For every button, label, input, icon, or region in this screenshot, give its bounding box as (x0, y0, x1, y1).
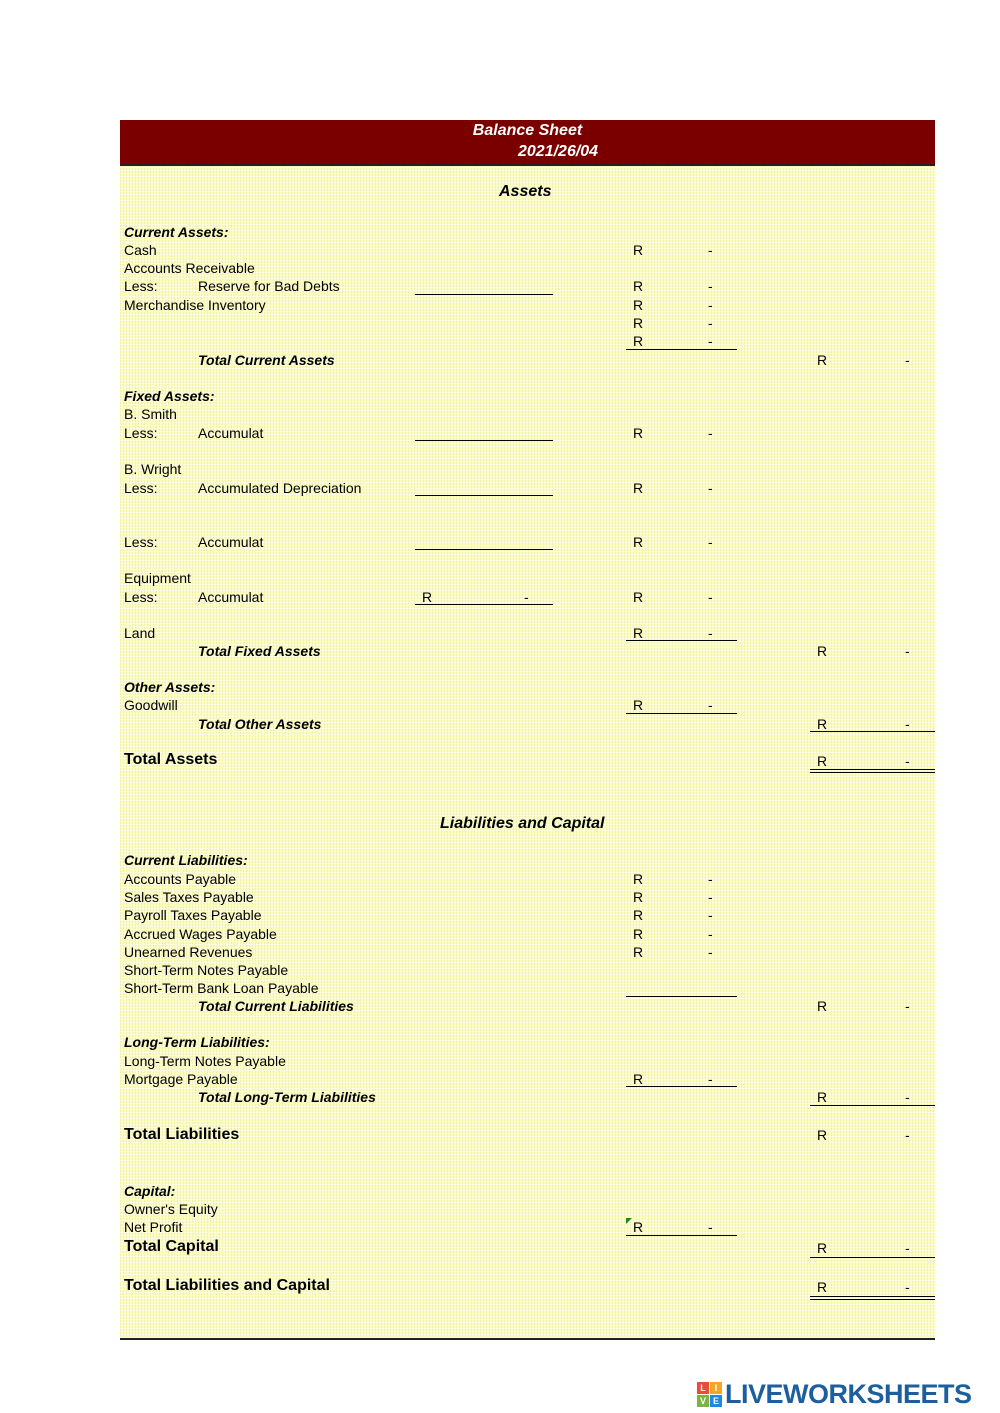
sheet-title: Balance Sheet (472, 122, 583, 139)
currency-symbol: R (817, 1240, 828, 1256)
amount-value: - (708, 944, 713, 960)
label-unearned-revenues: Unearned Revenues (124, 944, 253, 960)
amount-value: - (905, 716, 910, 732)
underline (810, 1105, 935, 1106)
total-liabilities-capital-label: Total Liabilities and Capital (124, 1277, 330, 1294)
label-less: Less: (124, 278, 158, 294)
label-sales-taxes-payable: Sales Taxes Payable (124, 889, 254, 905)
underline (810, 731, 935, 732)
amount-value: - (708, 625, 713, 641)
label-merchandise-inventory: Merchandise Inventory (124, 297, 266, 313)
amount-value: - (708, 589, 713, 605)
currency-symbol: R (633, 1071, 644, 1087)
currency-symbol: R (633, 589, 644, 605)
underline (810, 1257, 935, 1258)
assets-heading: Assets (499, 183, 552, 200)
label-short-term-notes-payable: Short-Term Notes Payable (124, 962, 289, 978)
current-assets-heading: Current Assets: (124, 224, 229, 240)
amount-value: - (708, 889, 713, 905)
currency-symbol: R (633, 907, 644, 923)
currency-symbol: R (422, 589, 433, 605)
label-accumulated-depreciation: Accumulat (198, 425, 264, 441)
currency-symbol: R (633, 1219, 644, 1235)
currency-symbol: R (817, 753, 828, 769)
amount-value: - (708, 1219, 713, 1235)
total-fixed-assets-label: Total Fixed Assets (198, 643, 321, 659)
amount-value: - (708, 907, 713, 923)
label-accumulated-depreciation: Accumulat (198, 589, 264, 605)
double-underline (810, 1296, 935, 1300)
balance-sheet (120, 120, 935, 1340)
label-owners-equity: Owner's Equity (124, 1201, 218, 1217)
liveworksheets-logo (697, 1378, 972, 1410)
label-accounts-receivable: Accounts Receivable (124, 260, 255, 276)
currency-symbol: R (633, 697, 644, 713)
amount-value: - (905, 753, 910, 769)
amount-value: - (708, 534, 713, 550)
label-cash: Cash (124, 242, 157, 258)
total-long-term-liabilities-label: Total Long-Term Liabilities (198, 1089, 376, 1105)
label-net-profit: Net Profit (124, 1219, 183, 1235)
label-equipment: Equipment (124, 570, 191, 586)
current-liabilities-heading: Current Liabilities: (124, 852, 248, 868)
amount-value: - (708, 697, 713, 713)
amount-value: - (708, 333, 713, 349)
amount-value: - (524, 589, 529, 605)
currency-symbol: R (633, 625, 644, 641)
amount-value: - (905, 643, 910, 659)
underline (626, 996, 737, 997)
total-liabilities-label: Total Liabilities (124, 1126, 240, 1143)
currency-symbol: R (633, 333, 644, 349)
brand-name: LIVEWORKSHEETS (725, 1378, 972, 1409)
brand-tile: V (697, 1395, 709, 1407)
brand-tile: E (710, 1395, 722, 1407)
label-less: Less: (124, 589, 158, 605)
sheet-date: 2021/26/04 (518, 143, 599, 160)
amount-value: - (708, 425, 713, 441)
amount-value: - (708, 480, 713, 496)
currency-symbol: R (633, 315, 644, 331)
amount-value: - (708, 1071, 713, 1087)
liabilities-heading: Liabilities and Capital (440, 815, 605, 832)
brand-tiles (697, 1382, 722, 1407)
label-goodwill: Goodwill (124, 697, 178, 713)
currency-symbol: R (633, 297, 644, 313)
sheet-header (120, 120, 935, 166)
amount-value: - (708, 278, 713, 294)
amount-value: - (708, 871, 713, 887)
currency-symbol: R (817, 998, 828, 1014)
label-accumulated-depreciation: Accumulated Depreciation (198, 480, 362, 496)
currency-symbol: R (633, 871, 644, 887)
underline (415, 294, 553, 295)
underline (415, 549, 553, 550)
currency-symbol: R (633, 944, 644, 960)
brand-tile: I (710, 1382, 722, 1394)
brand-tile: L (697, 1382, 709, 1394)
fixed-assets-heading: Fixed Assets: (124, 388, 215, 404)
currency-symbol: R (817, 643, 828, 659)
label-mortgage-payable: Mortgage Payable (124, 1071, 238, 1087)
amount-value: - (905, 352, 910, 368)
currency-symbol: R (633, 425, 644, 441)
amount-value: - (905, 1240, 910, 1256)
label-accumulated-depreciation: Accumulat (198, 534, 264, 550)
currency-symbol: R (633, 534, 644, 550)
currency-symbol: R (817, 352, 828, 368)
label-reserve-bad-debts: Reserve for Bad Debts (198, 278, 340, 294)
currency-symbol: R (633, 480, 644, 496)
label-less: Less: (124, 534, 158, 550)
underline (415, 495, 553, 496)
label-less: Less: (124, 480, 158, 496)
double-underline (810, 769, 935, 773)
label-long-term-notes-payable: Long-Term Notes Payable (124, 1053, 286, 1069)
currency-symbol: R (817, 1089, 828, 1105)
currency-symbol: R (633, 926, 644, 942)
total-capital-label: Total Capital (124, 1238, 219, 1255)
underline (415, 440, 553, 441)
amount-value: - (905, 998, 910, 1014)
label-land: Land (124, 625, 156, 641)
total-current-assets-label: Total Current Assets (198, 352, 335, 368)
label-less: Less: (124, 425, 158, 441)
underline (415, 604, 553, 605)
label-accrued-wages-payable: Accrued Wages Payable (124, 926, 277, 942)
label-short-term-bank-loan-payable: Short-Term Bank Loan Payable (124, 980, 319, 996)
long-term-liabilities-heading: Long-Term Liabilities: (124, 1034, 270, 1050)
other-assets-heading: Other Assets: (124, 679, 216, 695)
label-b-wright: B. Wright (124, 461, 182, 477)
amount-value: - (708, 315, 713, 331)
total-assets-label: Total Assets (124, 751, 218, 768)
amount-value: - (708, 242, 713, 258)
currency-symbol: R (633, 889, 644, 905)
cell-comment-flag-icon (626, 1218, 632, 1224)
amount-value: - (905, 1279, 910, 1295)
currency-symbol: R (817, 716, 828, 732)
label-payroll-taxes-payable: Payroll Taxes Payable (124, 907, 262, 923)
currency-symbol: R (633, 242, 644, 258)
amount-value: - (905, 1089, 910, 1105)
capital-heading: Capital: (124, 1183, 176, 1199)
total-other-assets-label: Total Other Assets (198, 716, 322, 732)
currency-symbol: R (817, 1127, 828, 1143)
currency-symbol: R (817, 1279, 828, 1295)
amount-value: - (905, 1127, 910, 1143)
amount-value: - (708, 297, 713, 313)
label-accounts-payable: Accounts Payable (124, 871, 237, 887)
label-b-smith: B. Smith (124, 406, 177, 422)
amount-value: - (708, 926, 713, 942)
currency-symbol: R (633, 278, 644, 294)
total-current-liabilities-label: Total Current Liabilities (198, 998, 354, 1014)
